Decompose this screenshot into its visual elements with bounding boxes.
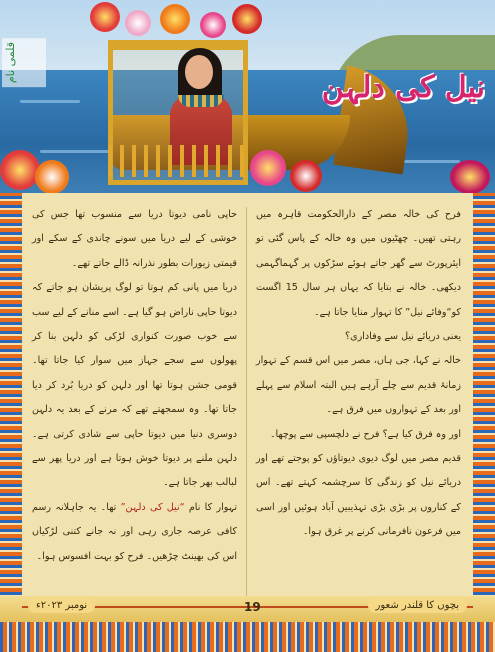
column-divider xyxy=(246,207,247,599)
flower-decoration xyxy=(232,4,262,34)
paragraph: قدیم مصر میں لوگ دیوی دیوتاؤں کو پوجتے تھے اور دریائے نیل کو زندگی کا سرچشمہ کہتے تھے۔ اس کے کناروں پر بڑی بڑی تہذیبیں آباد ہوئیں اور اسی میں فرعون نافرمانی کرنے پر غرق ہوا۔ xyxy=(256,453,461,538)
bottom-border-stripe xyxy=(0,622,495,652)
flower-decoration xyxy=(35,160,69,193)
paragraph-end: تھا۔ یہ جاہلانہ رسم کافی عرصہ جاری رہی اور نہ جانے کتنی لڑکیاں اس کی بھینٹ چڑھیں۔ فرح کو بہت افسوس ہوا۔ xyxy=(32,501,237,562)
wave xyxy=(400,160,460,163)
left-border-stripe xyxy=(0,193,22,613)
magazine-name: بچوں کا قلندر شعور xyxy=(368,598,467,613)
paragraph: فرح کی خالہ مصر کے دارالحکومت قاہرہ میں رہتی تھیں۔ چھٹیوں میں وہ خالہ کے پاس گئی تو ایئرپورٹ سے گھر جاتے ہوئے سڑکوں پر گہماگہمی دیکھی۔ خالہ نے بتایا کہ یہاں ہر سال 15 اگست کو“وفائے نیل” کا تہوار منایا جاتا ہے۔ xyxy=(256,209,461,318)
paragraph: حاپی نامی دیوتا دریا سے منسوب تھا جس کی خوشی کے لیے دریا میں سونے چاندی کے سکے اور قیمتی زیورات بطور نذرانہ ڈالے جاتے تھے۔ xyxy=(32,209,237,269)
left-text-column xyxy=(32,203,237,569)
flower-decoration xyxy=(160,4,190,34)
paragraph xyxy=(32,496,237,569)
paragraph: یعنی دریائے نیل سے وفاداری؟ xyxy=(345,331,461,343)
flower-decoration xyxy=(450,160,490,193)
issue-date: نومبر ۲۰۲۳ء xyxy=(28,598,95,613)
right-text-column xyxy=(256,203,461,545)
bride-face xyxy=(185,55,213,89)
flower-decoration xyxy=(200,12,226,38)
flower-decoration xyxy=(0,150,40,190)
paragraph-start: تہوار کا نام xyxy=(184,501,237,513)
festival-name: “نیل کی دلہن” xyxy=(120,501,185,513)
paragraph: دریا میں پانی کم ہوتا تو لوگ پریشان ہو جاتے کہ دیوتا حاپی ناراض ہو گیا ہے۔ اسے منانے کے لیے سب سے خوب صورت کنواری لڑکی کو دلہن بنا کر پھولوں سے سجے جہاز میں سوار کیا جاتا تھا۔ قومی جشن ہوتا تھا اور دلہن کو دریا بُرد کر دیا جاتا تھا۔ وہ سمجھتے تھے کہ مرنے کے بعد یہ دلہن دوسری دنیا میں دیوتا حاپی سے شادی کرتی ہے۔ دلہن ملنے پر دیوتا خوش ہوتا ہے اور دریا پھر سے لبالب بھر جاتا ہے۔ xyxy=(32,282,237,489)
hero-illustration xyxy=(0,0,495,193)
article-title: نیل کی دلہن xyxy=(321,70,485,105)
page-number: 19 xyxy=(244,600,261,614)
flower-decoration xyxy=(290,160,322,192)
flower-decoration xyxy=(250,150,286,186)
author-label: قلمی نام xyxy=(2,38,46,87)
paragraph: اور وہ فرق کیا ہے؟ فرح نے دلچسپی سے پوچھا۔ xyxy=(269,428,461,440)
flower-decoration xyxy=(90,2,120,32)
bride-collar xyxy=(178,95,224,107)
wave xyxy=(20,100,80,103)
paragraph: خالہ نے کہا، جی ہاں، مصر میں اس قسم کے تہوار زمانۂ قدیم سے چلے آرہے ہیں البتہ اسلام سے پہلے اور بعد کے تہواروں میں فرق ہے۔ xyxy=(256,355,461,416)
boat-railing xyxy=(108,145,248,177)
flower-decoration xyxy=(125,10,151,36)
wave xyxy=(40,150,110,153)
article-body xyxy=(22,193,473,613)
right-border-stripe xyxy=(473,193,495,613)
